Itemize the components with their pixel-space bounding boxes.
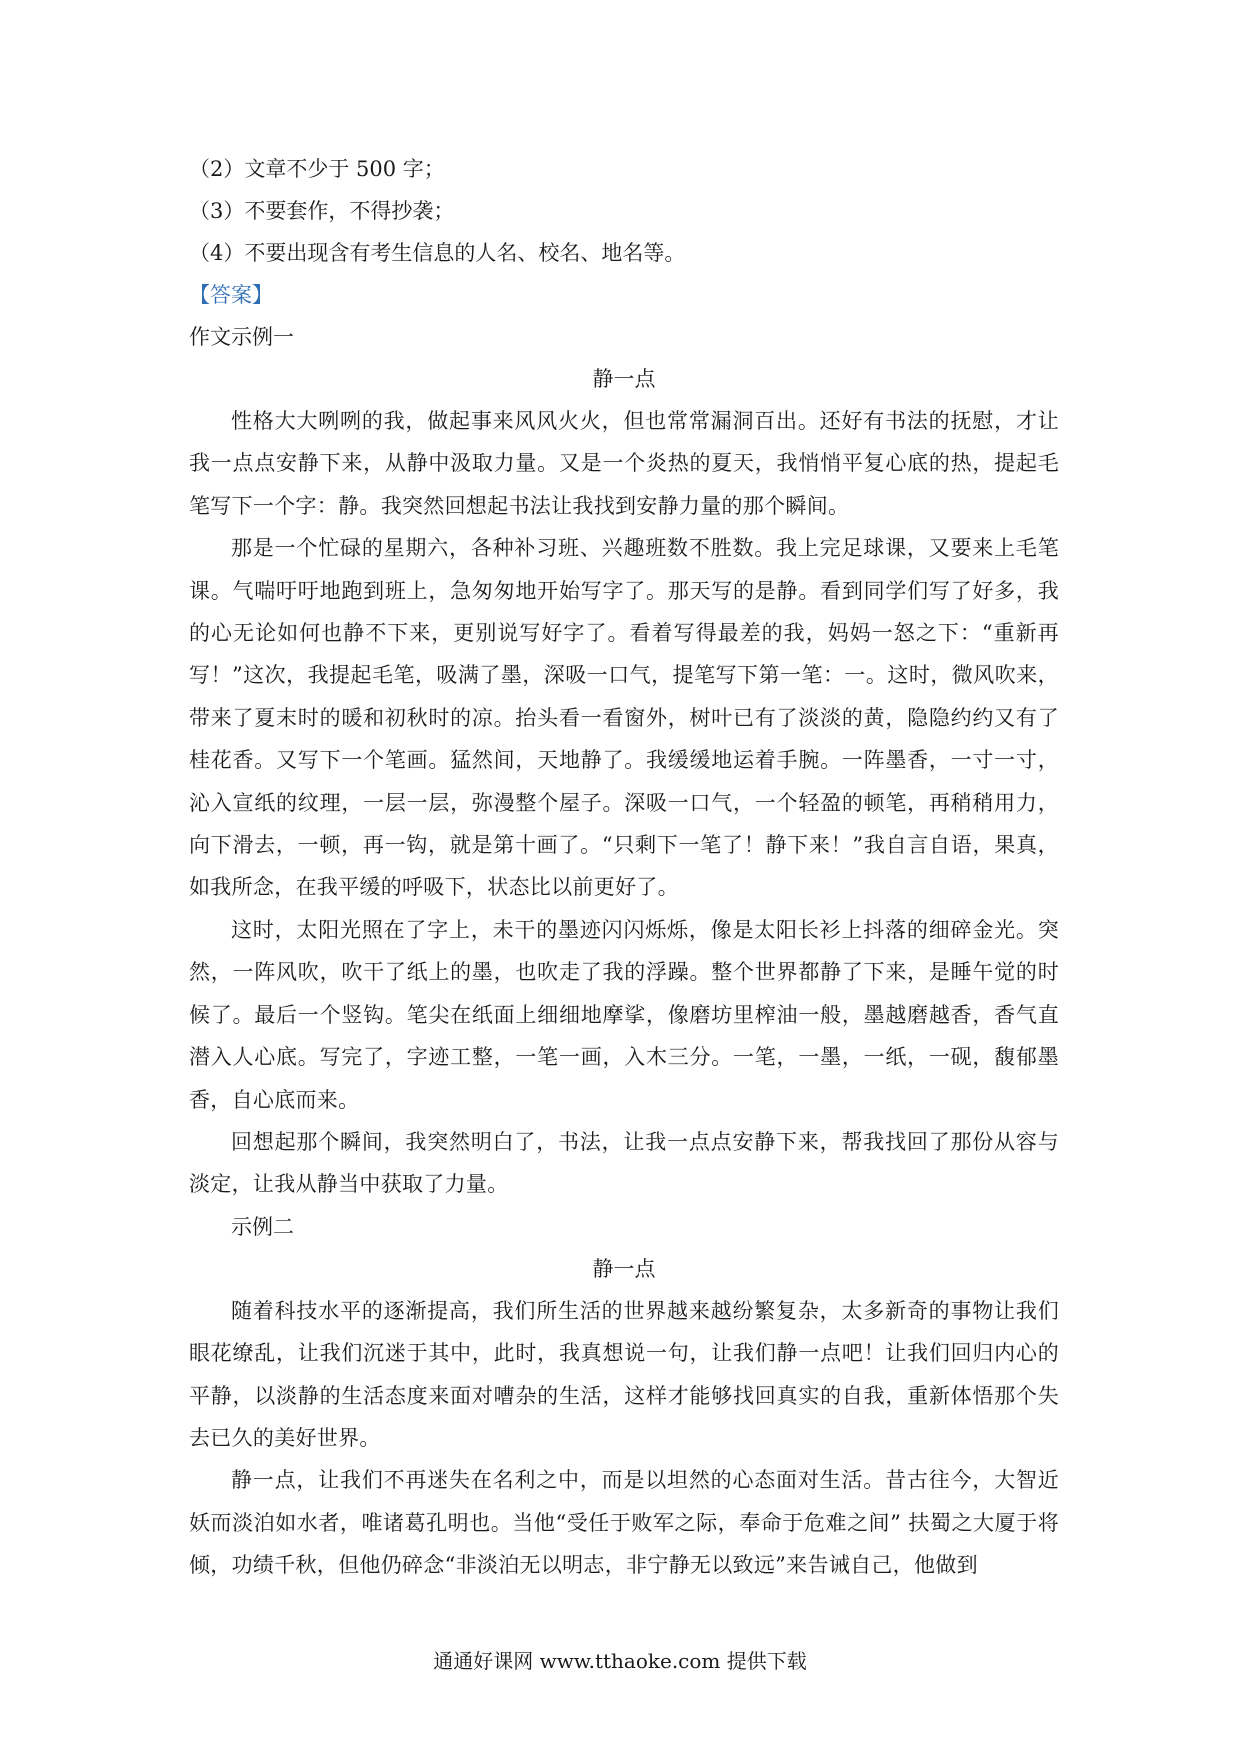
requirement-item: （4）不要出现含有考生信息的人名、校名、地名等。 bbox=[189, 241, 686, 265]
answer-label: 【答案】 bbox=[189, 283, 273, 307]
example2-paragraph: 静一点，让我们不再迷失在名利之中，而是以坦然的心态面对生活。昔古往今，大智近妖而淡泊如水者，唯诸葛孔明也。当他“受任于败军之际，奉命于危难之间” 扶蜀之大厦于将倾，功绩千秋，但他仍碎念“非淡泊无以明志，非宁静无以致远”来告诫自己，他做到 bbox=[189, 1468, 1059, 1578]
example1-title: 静一点 bbox=[592, 367, 656, 391]
example1-paragraph: 这时，太阳光照在了字上，未干的墨迹闪闪烁烁，像是太阳长衫上抖落的细碎金光。突然，一阵风吹，吹干了纸上的墨，也吹走了我的浮躁。整个世界都静了下来，是睡午觉的时候了。最后一个竖钩。笔尖在纸面上细细地摩挲，像磨坊里榨油一般，墨越磨越香，香气直潜入人心底。写完了，字迹工整，一笔一画，入木三分。一笔，一墨，一纸，一砚，馥郁墨香，自心底而来。 bbox=[189, 917, 1059, 1112]
example1-paragraph: 那是一个忙碌的星期六，各种补习班、兴趣班数不胜数。我上完足球课，又要来上毛笔课。气喘吁吁地跑到班上，急匆匆地开始写字了。那天写的是静。看到同学们写了好多，我的心无论如何也静不下来，更别说写好字了。看着写得最差的我，妈妈一怒之下：“重新再写！”这次，我提起毛笔，吸满了墨，深吸一口气，提笔写下第一笔：一。这时，微风吹来，带来了夏末时的暖和初秋时的凉。抬头看一看窗外，树叶已有了淡淡的黄，隐隐约约又有了桂花香。又写下一个笔画。猛然间，天地静了。我缓缓地运着手腕。一阵墨香，一寸一寸，沁入宣纸的纹理，一层一层，弥漫整个屋子。深吸一口气，一个轻盈的顿笔，再稍稍用力，向下滑去，一顿，再一钩，就是第十画了。“只剩下一笔了！静下来！”我自言自语，果真，如我所念，在我平缓的呼吸下，状态比以前更好了。 bbox=[189, 536, 1059, 900]
document-body bbox=[189, 148, 1059, 1587]
example2-title: 静一点 bbox=[592, 1256, 656, 1281]
example1-paragraph: 性格大大咧咧的我，做起事来风风火火，但也常常漏洞百出。还好有书法的抚慰，才让我一点点安静下来，从静中汲取力量。又是一个炎热的夏天，我悄悄平复心底的热，提起毛笔写下一个字：静。我突然回想起书法让我找到安静力量的那个瞬间。 bbox=[189, 409, 1059, 518]
example2-label: 示例二 bbox=[231, 1214, 294, 1239]
requirement-item: （2）文章不少于 500 字； bbox=[189, 157, 445, 181]
example2-paragraph: 随着科技水平的逐渐提高，我们所生活的世界越来越纷繁复杂，太多新奇的事物让我们眼花缭乱，让我们沉迷于其中，此时，我真想说一句，让我们静一点吧！让我们回归内心的平静，以淡静的生活态度来面对嘈杂的生活，这样才能够找回真实的自我，重新体悟那个失去已久的美好世界。 bbox=[189, 1298, 1059, 1450]
requirement-item: （3）不要套作，不得抄袭； bbox=[189, 199, 455, 223]
example1-label: 作文示例一 bbox=[189, 325, 294, 349]
page-footer: 通通好课网 www.tthaoke.com 提供下载 bbox=[433, 1649, 807, 1673]
example1-paragraph: 回想起那个瞬间，我突然明白了，书法，让我一点点安静下来，帮我找回了那份从容与淡定，让我从静当中获取了力量。 bbox=[189, 1129, 1059, 1197]
